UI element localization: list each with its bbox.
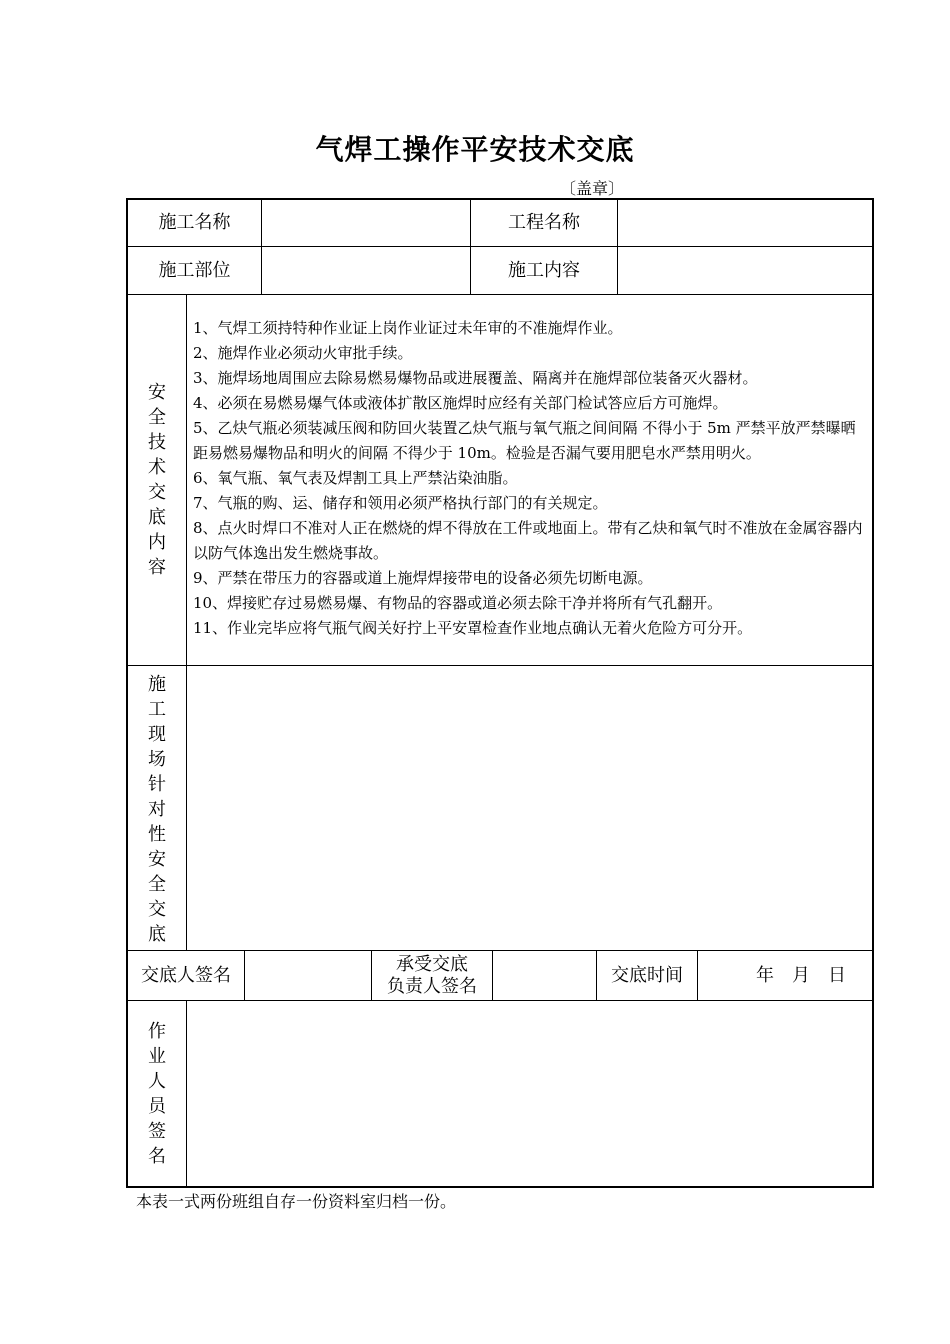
receiver-label-line1: 承受交底 bbox=[396, 953, 468, 975]
construction-name-label: 施工名称 bbox=[158, 212, 231, 233]
project-name-label: 工程名称 bbox=[508, 212, 580, 233]
safety-item: 11、作业完毕应将气瓶气阀关好拧上平安罩检查作业地点确认无着火危险方可分开。 bbox=[193, 619, 753, 637]
site-safety-label: 施工现场针对性安全交底 bbox=[148, 673, 166, 945]
site-safety-field[interactable] bbox=[188, 666, 872, 950]
safety-item: 4、必须在易燃易爆气体或液体扩散区施焊时应经有关部门检试答应后方可施焊。 bbox=[193, 394, 728, 412]
stamp-label: 〔盖章〕 bbox=[560, 179, 625, 198]
safety-items-list bbox=[193, 316, 865, 641]
footer-note: 本表一式两份班组自存一份资料室归档一份。 bbox=[136, 1192, 457, 1211]
safety-item: 8、点火时焊口不准对人正在燃烧的焊不得放在工件或地面上。带有乙炔和氧气时不准放在金属容器内以防气体逸出发生燃烧事故。 bbox=[193, 519, 863, 562]
safety-item: 6、氧气瓶、氧气表及焊割工具上严禁沾染油脂。 bbox=[193, 469, 518, 487]
giver-sign-field[interactable] bbox=[245, 951, 371, 1000]
disclosure-time-label: 交底时间 bbox=[611, 964, 683, 986]
receiver-sign-label bbox=[372, 951, 492, 1000]
safety-item: 2、施焊作业必须动火审批手续。 bbox=[193, 344, 413, 362]
safety-item: 9、严禁在带压力的容器或道上施焊焊接带电的设备必须先切断电源。 bbox=[193, 569, 653, 587]
receiver-label-line2: 负责人签名 bbox=[387, 975, 477, 997]
page-title: 气焊工操作平安技术交底 bbox=[315, 133, 635, 166]
safety-item: 5、乙炔气瓶必须装减压阀和防回火装置乙炔气瓶与氧气瓶之间间隔 不得小于 5m 严禁平放严禁曝晒距易燃易爆物品和明火的间隔 不得少于 10m。检验是否漏气要用肥皂水严禁用明火。 bbox=[193, 419, 856, 462]
construction-content-label: 施工内容 bbox=[508, 259, 580, 281]
giver-sign-label: 交底人签名 bbox=[141, 964, 231, 986]
construction-name-field[interactable] bbox=[262, 200, 470, 246]
safety-item: 10、焊接贮存过易燃易爆、有物品的容器或道必须去除干净并将所有气孔翻开。 bbox=[193, 594, 723, 612]
construction-content-field[interactable] bbox=[618, 247, 872, 294]
disclosure-date-field[interactable]: 年 月 日 bbox=[756, 964, 846, 986]
workers-sign-field[interactable] bbox=[188, 1001, 872, 1186]
project-name-field[interactable] bbox=[618, 200, 872, 246]
receiver-sign-field[interactable] bbox=[493, 951, 596, 1000]
construction-part-label: 施工部位 bbox=[158, 259, 231, 281]
safety-content-label: 安全技术交底内容 bbox=[148, 382, 166, 578]
construction-part-field[interactable] bbox=[262, 247, 470, 294]
safety-item: 1、气焊工须持特种作业证上岗作业证过未年审的不准施焊作业。 bbox=[193, 319, 623, 337]
safety-item: 7、气瓶的购、运、储存和领用必须严格执行部门的有关规定。 bbox=[193, 494, 608, 512]
workers-sign-label: 作业人员签名 bbox=[148, 1020, 166, 1167]
safety-item: 3、施焊场地周围应去除易燃易爆物品或进展覆盖、隔离并在施焊部位装备灭火器材。 bbox=[193, 369, 758, 387]
